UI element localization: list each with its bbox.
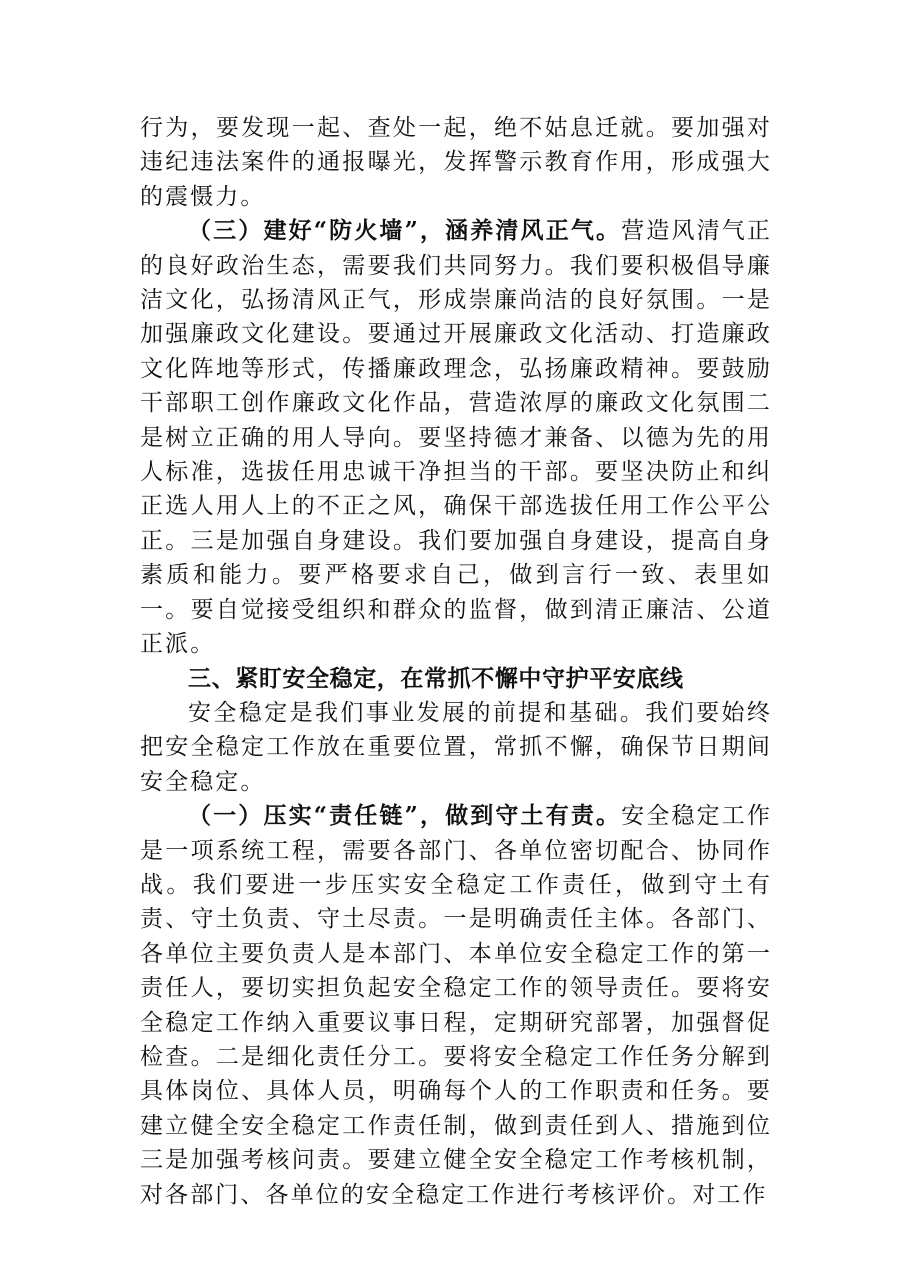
paragraph-text: 安全稳定工作是一项系统工程，需要各部门、各单位密切配合、协同作战。我们要进一步压实安全稳定工作责任，做到守土有责、守土负责、守土尽责。一是明确责任主体。各部门、各单位主要负责人是本部门、本单位安全稳定工作的第一责任人，要切实担负起安全稳定工作的领导责任。要将安全稳定工作纳入重要议事日程，定期研究部署，加强督促检查。二是细化责任分工。要将安全稳定工作任务分解到具体岗位、具体人员，明确每个人的工作职责和任务。要建立健全安全稳定工作责任制，做到责任到人、措施到位三是加强考核问责。要建立健全安全稳定工作考核机制，对各部门、各单位的安全稳定工作进行考核评价。对工作 <box>140 803 772 1208</box>
paragraph-lead: （三）建好“防火墙”，涵养清风正气。 <box>188 217 622 245</box>
paragraph-continued <box>140 111 772 214</box>
paragraph-intro <box>140 696 772 799</box>
paragraph-responsibility <box>140 799 772 1212</box>
paragraph-text: 安全稳定是我们事业发展的前提和基础。我们要始终把安全稳定工作放在重要位置，常抓不懈，确保节日期间安全稳定。 <box>140 699 772 795</box>
paragraph-lead: （一）压实“责任链”，做到守土有责。 <box>188 802 622 830</box>
paragraph-text: 营造风清气正的良好政治生态，需要我们共同努力。我们要积极倡导廉洁文化，弘扬清风正气，形成崇廉尚洁的良好氛围。一是加强廉政文化建设。要通过开展廉政文化活动、打造廉政文化阵地等形式，传播廉政理念，弘扬廉政精神。要鼓励干部职工创作廉政文化作品，营造浓厚的廉政文化氛围二是树立正确的用人导向。要坚持德才兼备、以德为先的用人标准，选拔任用忠诚干净担当的干部。要坚决防止和纠正选人用人上的不正之风，确保干部选拔任用工作公平公正。三是加强自身建设。我们要加强自身建设，提高自身素质和能力。要严格要求自己，做到言行一致、表里如一。要自觉接受组织和群众的监督，做到清正廉洁、公道正派。 <box>140 218 772 658</box>
document-body <box>140 111 772 1212</box>
section-heading: 三、紧盯安全稳定，在常抓不懈中守护平安底线 <box>188 665 684 692</box>
paragraph-firewall <box>140 214 772 661</box>
paragraph-text: 行为，要发现一起、查处一起，绝不姑息迁就。要加强对违纪违法案件的通报曝光，发挥警示教育作用，形成强大的震慑力。 <box>140 115 772 210</box>
